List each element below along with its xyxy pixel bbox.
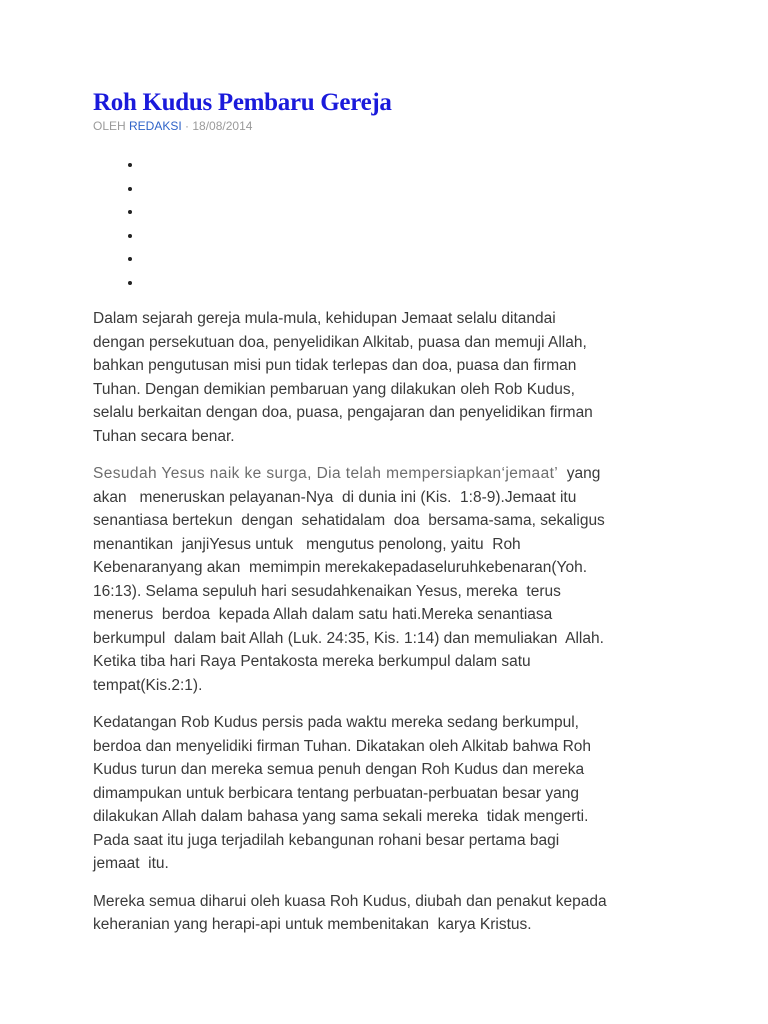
- paragraph-2: [93, 462, 693, 697]
- paragraph-line: selalu berkaitan dengan doa, puasa, pengajaran dan penyelidikan firman: [93, 404, 593, 421]
- paragraph-line: dimampukan untuk berbicara tentang perbuatan-perbuatan besar yang: [93, 784, 579, 802]
- empty-bullet-item: [142, 271, 693, 295]
- paragraph-line: Ketika tiba hari Raya Pentakosta mereka berkumpul dalam satu: [93, 653, 531, 670]
- paragraph-line: Kedatangan Rob Kudus persis pada waktu mereka sedang berkumpul,: [93, 714, 579, 731]
- article: [93, 88, 693, 937]
- paragraph-line: Kebenaranyang akan memimpin merekakepadaseluruhkebenaran(Yoh.: [93, 559, 588, 576]
- paragraph-line: berkumpul dalam bait Allah (Luk. 24:35, Kis. 1:14) dan memuliakan Allah.: [93, 629, 604, 647]
- byline-prefix: OLEH: [93, 119, 130, 133]
- paragraph-line: tempat(Kis.2:1).: [93, 676, 203, 694]
- paragraph-line: dilakukan Allah dalam bahasa yang sama sekali mereka tidak mengerti.: [93, 808, 589, 825]
- paragraph-line: senantiasa bertekun dengan sehatidalam doa bersama-sama, sekaligus: [93, 512, 605, 529]
- author-link[interactable]: REDAKSI: [129, 119, 182, 133]
- paragraph-line: Kudus turun dan mereka semua penuh dengan Roh Kudus dan mereka: [93, 761, 585, 778]
- paragraph-line: Tuhan secara benar.: [93, 427, 235, 445]
- byline: [93, 118, 693, 134]
- paragraph-line: Tuhan. Dengan demikian pembaruan yang dilakukan oleh Rob Kudus,: [93, 380, 575, 398]
- empty-bullet-item: [142, 200, 693, 224]
- paragraph-lead-rest: yang: [558, 465, 601, 482]
- empty-bullet-item: [142, 247, 693, 271]
- empty-bullet-item: [142, 224, 693, 248]
- paragraph-line: Pada saat itu juga terjadilah kebangunan rohani besar pertama bagi: [93, 831, 560, 849]
- paragraph-line: jemaat itu.: [93, 855, 169, 872]
- empty-bullet-list: [93, 153, 693, 294]
- paragraph-3: [93, 711, 693, 876]
- empty-bullet-item: [142, 153, 693, 177]
- article-title: Roh Kudus Pembaru Gereja: [93, 89, 392, 116]
- publish-date: 18/08/2014: [192, 119, 253, 133]
- paragraph-1: [93, 307, 693, 448]
- paragraph-line: Dalam sejarah gereja mula-mula, kehidupan Jemaat selalu ditandai: [93, 310, 556, 327]
- byline-separator: ·: [181, 119, 193, 133]
- paragraph-line: menantikan janjiYesus untuk mengutus penolong, yaitu Roh: [93, 535, 521, 553]
- paragraph-line: [93, 462, 693, 486]
- paragraph-line: dengan persekutuan doa, penyelidikan Alkitab, puasa dan memuji Allah,: [93, 333, 587, 351]
- paragraph-lead: Sesudah Yesus naik ke surga, Dia telah mempersiapkan‘jemaat’: [93, 465, 559, 482]
- paragraph-4: [93, 890, 693, 937]
- paragraph-line: berdoa dan menyelidiki firman Tuhan. Dikatakan oleh Alkitab bahwa Roh: [93, 737, 592, 755]
- paragraph-line: keheranian yang herapi-api untuk membenitakan karya Kristus.: [93, 916, 532, 933]
- paragraph-line: Mereka semua diharui oleh kuasa Roh Kudus, diubah dan penakut kepada: [93, 892, 607, 910]
- paragraph-line: bahkan pengutusan misi pun tidak terlepas dan doa, puasa dan firman: [93, 357, 577, 374]
- paragraph-line: 16:13). Selama sepuluh hari sesudahkenaikan Yesus, mereka terus: [93, 582, 561, 600]
- paragraph-line: menerus berdoa kepada Allah dalam satu hati.Mereka senantiasa: [93, 606, 553, 623]
- empty-bullet-item: [142, 177, 693, 201]
- paragraph-line: akan meneruskan pelayanan-Nya di dunia ini (Kis. 1:8-9).Jemaat itu: [93, 488, 577, 506]
